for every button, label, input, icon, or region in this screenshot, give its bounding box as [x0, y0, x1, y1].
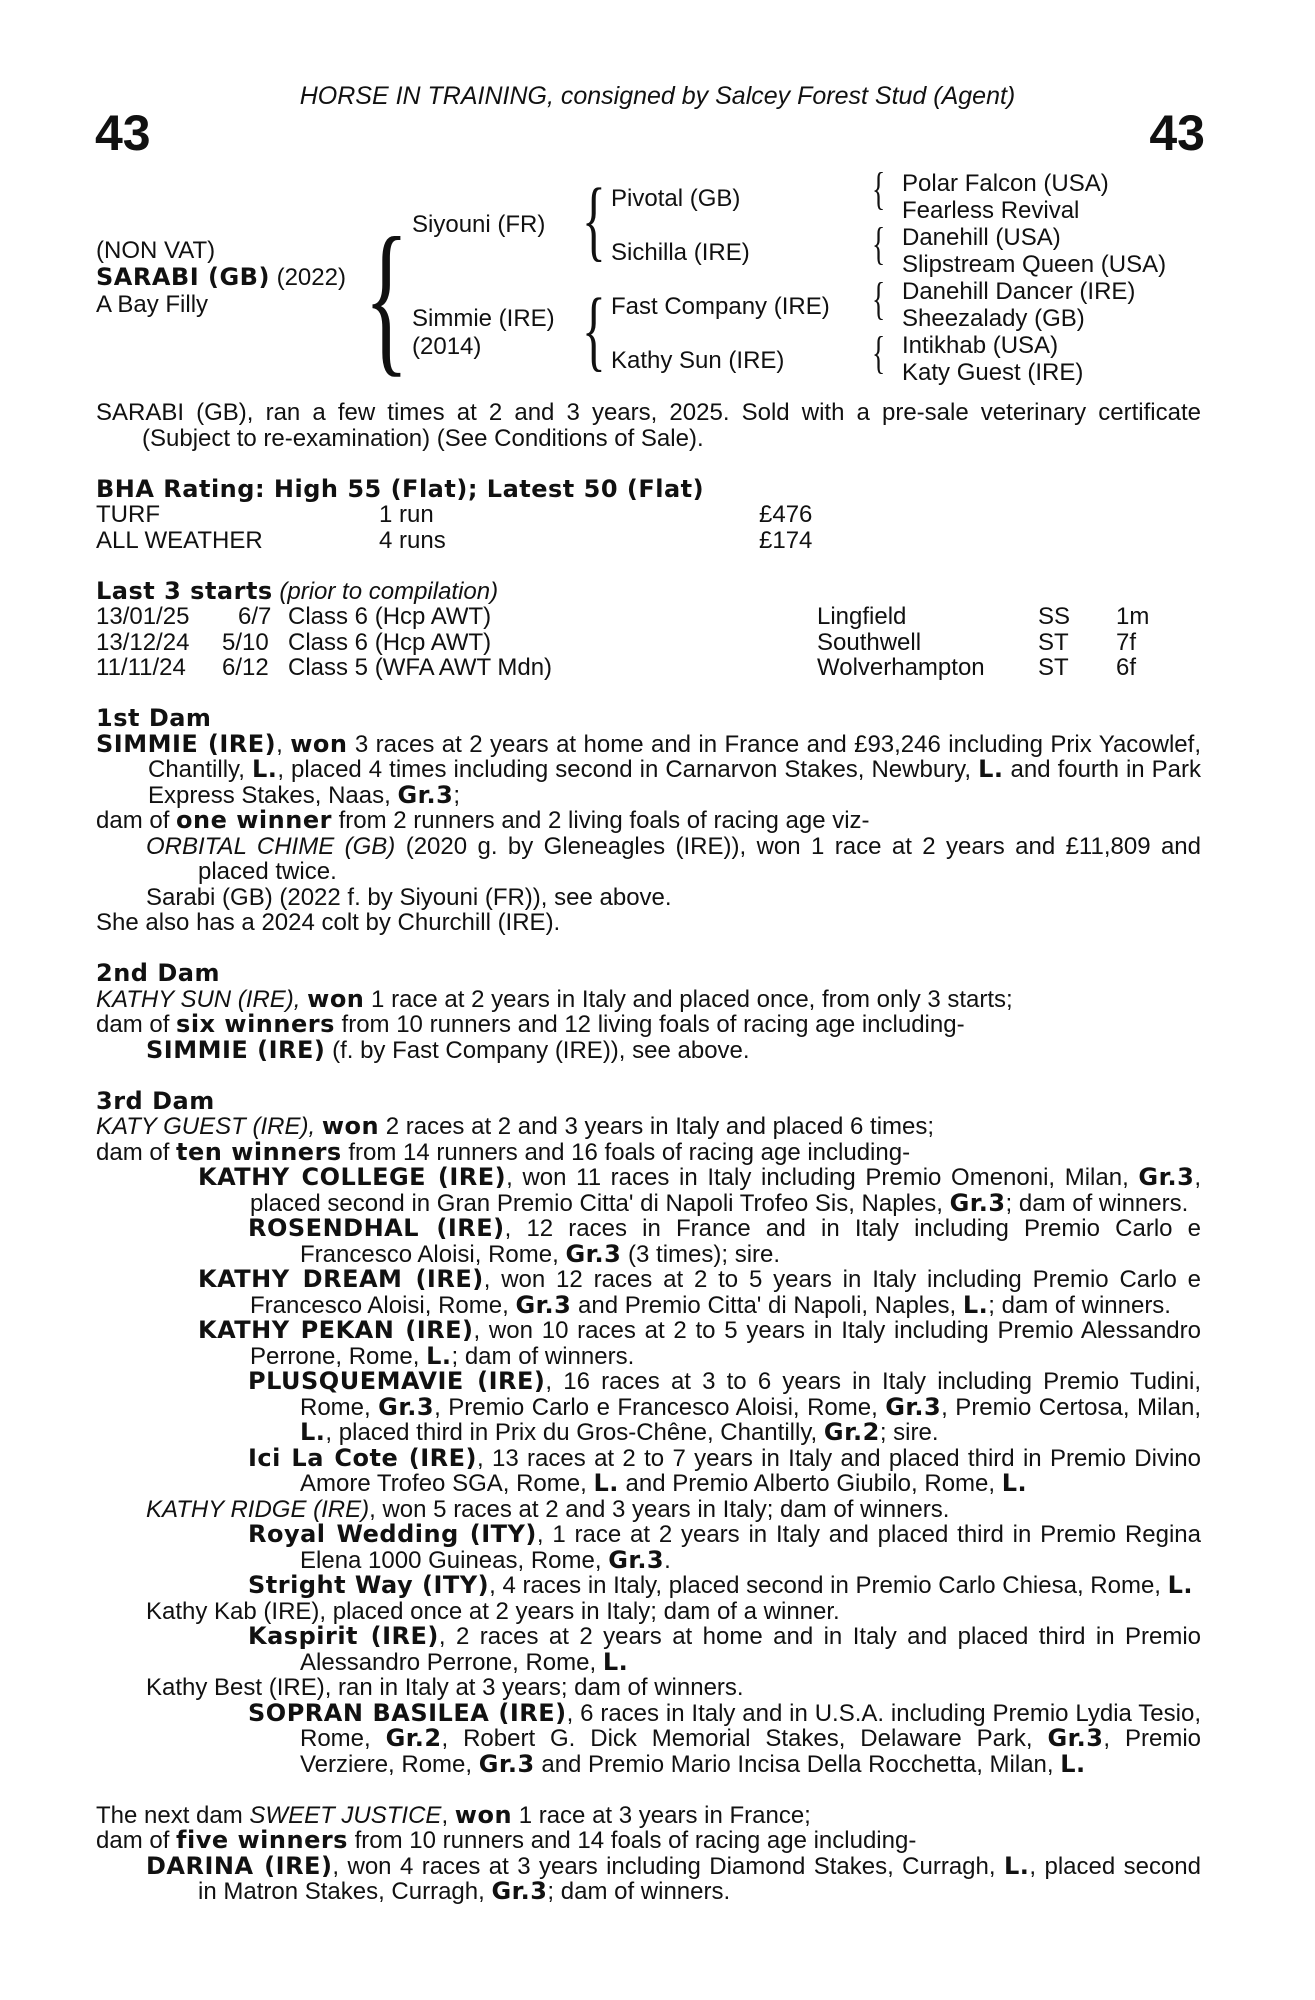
dam1-heading: 1st Dam	[96, 704, 212, 732]
dam1-record: SIMMIE (IRE), won 3 races at 2 years at home and in France and £93,246 including Prix Yacowlef, Chantilly, L., placed 4 times including second in Carnarvon Stakes, Newbury, L. and fourth in Park Express Stakes, Naas, Gr.3;	[96, 729, 1201, 809]
dam1-produce-summary: dam of one winner from 2 runners and 2 living foals of racing age viz-	[96, 806, 870, 834]
dam3-heading: 3rd Dam	[96, 1086, 215, 1115]
dam2-record: KATHY SUN (IRE), won 1 race at 2 years in Italy and placed once, from only 3 starts;	[96, 984, 1013, 1013]
intro-paragraph: SARABI (GB), ran a few times at 2 and 3 years, 2025. Sold with a pre-sale veterinary certificate (Subject to re-examination) (See Conditions of Sale).	[96, 399, 1201, 452]
pedigree-brace-main: {	[364, 203, 409, 391]
nextdam-record: The next dam SWEET JUSTICE, won 1 race at 3 years in France;	[96, 1800, 811, 1829]
pedigree-dam: Simmie (IRE)	[412, 305, 555, 332]
produce-kathy-kab: Kathy Kab (IRE), placed once at 2 years in Italy; dam of a winner.	[146, 1597, 840, 1625]
pedigree-brace-dam: {	[582, 281, 606, 380]
produce-rosendhal: ROSENDHAL (IRE), 12 races in France and in Italy including Premio Carlo e Francesco Aloisi, Rome, Gr.3 (3 times); sire.	[248, 1214, 1202, 1268]
produce-kathy-pekan: KATHY PEKAN (IRE), won 10 races at 2 to 5 years in Italy including Premio Alessandro Perrone, Rome, L.; dam of winners.	[198, 1316, 1201, 1370]
produce-kathy-dream: KATHY DREAM (IRE), won 12 races at 2 to 5 years in Italy including Premio Carlo e Francesco Aloisi, Rome, Gr.3 and Premio Citta' di Napoli, Naples, L.; dam of winners.	[198, 1265, 1201, 1319]
rating-row-turf: TURF 1 run £476	[96, 501, 813, 528]
horse-description: A Bay Filly	[96, 291, 209, 318]
pedigree-brace-g3-3: {	[872, 273, 886, 324]
produce-kathy-college: KATHY COLLEGE (IRE), won 11 races in Italy including Premio Omenoni, Milan, Gr.3, placed second in Gran Premio Citta' di Napoli Trofeo Sis, Naples, Gr.3; dam of winners.	[198, 1163, 1201, 1217]
dam2-produce-simmie: SIMMIE (IRE) (f. by Fast Company (IRE)), see above.	[146, 1035, 750, 1064]
lot-number-right: 43	[1149, 105, 1205, 161]
pedigree-g3-4: Slipstream Queen (USA)	[902, 251, 1167, 278]
catalogue-body	[96, 400, 1201, 1905]
pedigree-dam-sire: Fast Company (IRE)	[611, 293, 830, 320]
pedigree-sire-dam: Sichilla (IRE)	[611, 239, 750, 266]
start-row: 13/01/25 6/7 Class 6 (Hcp AWT) Lingfield SS 1m	[96, 603, 1150, 630]
start-row: 11/11/24 6/12 Class 5 (WFA AWT Mdn) Wolverhampton ST 6f	[96, 654, 1137, 681]
produce-royal-wedding: Royal Wedding (ITY), 1 race at 2 years in Italy and placed third in Premio Regina Elena 1000 Guineas, Rome, Gr.3.	[248, 1520, 1202, 1574]
produce-stright-way: Stright Way (ITY), 4 races in Italy, placed second in Premio Carlo Chiesa, Rome, L.	[248, 1571, 1194, 1599]
nextdam-produce-summary: dam of five winners from 10 runners and 14 foals of racing age including-	[96, 1826, 917, 1854]
pedigree-g3-1: Polar Falcon (USA)	[902, 170, 1109, 197]
produce-plusquemavie: PLUSQUEMAVIE (IRE), 16 races at 3 to 6 years in Italy including Premio Tudini, Rome, Gr.3, Premio Carlo e Francesco Aloisi, Rome, Gr.3, Premio Certosa, Milan, L., placed third in Prix du Gros-Chêne, Chantilly, Gr.2; sire.	[248, 1367, 1201, 1446]
produce-darina: DARINA (IRE), won 4 races at 3 years including Diamond Stakes, Curragh, L., placed second in Matron Stakes, Curragh, Gr.3; dam of winners.	[146, 1851, 1202, 1905]
lot-number-left: 43	[95, 105, 151, 161]
dam2-heading: 2nd Dam	[96, 959, 220, 987]
pedigree-brace-g3-1: {	[872, 163, 886, 214]
pedigree-g3-5: Danehill Dancer (IRE)	[902, 278, 1136, 305]
last-starts-title: Last 3 starts (prior to compilation)	[96, 576, 499, 605]
dam1-produce-sarabi: Sarabi (GB) (2022 f. by Siyouni (FR)), see above.	[146, 883, 672, 911]
pedigree-brace-g3-2: {	[872, 218, 886, 269]
dam2-produce-summary: dam of six winners from 10 runners and 12 living foals of racing age including-	[96, 1010, 965, 1038]
produce-kaspirit: Kaspirit (IRE), 2 races at 2 years at home and in Italy and placed third in Premio Alessandro Perrone, Rome, L.	[248, 1622, 1202, 1676]
pedigree-brace-sire: {	[582, 171, 606, 270]
rating-title: BHA Rating: High 55 (Flat); Latest 50 (Flat)	[96, 474, 705, 503]
produce-kathy-ridge: KATHY RIDGE (IRE), won 5 races at 2 and 3 years in Italy; dam of winners.	[146, 1495, 950, 1523]
dam3-produce-summary: dam of ten winners from 14 runners and 16 foals of racing age including-	[96, 1137, 911, 1166]
horse-year: (2022)	[276, 264, 346, 291]
pedigree-dam-dam: Kathy Sun (IRE)	[611, 347, 785, 374]
pedigree-g3-3: Danehill (USA)	[902, 224, 1061, 251]
pedigree-brace-g3-4: {	[872, 327, 886, 378]
produce-sopran-basilea: SOPRAN BASILEA (IRE), 6 races in Italy and in U.S.A. including Premio Lydia Tesio, Rome, Gr.2, Robert G. Dick Memorial Stakes, Delaware Park, Gr.3, Premio Verziere, Rome, Gr.3 and Premio Mario Incisa Della Rocchetta, Milan, L.	[248, 1698, 1202, 1778]
dam1-produce-orbital: ORBITAL CHIME (GB) (2020 g. by Gleneagles (IRE)), won 1 race at 2 years and £11,809 and placed twice.	[146, 832, 1201, 885]
rating-row-aw: ALL WEATHER 4 runs £174	[96, 526, 813, 554]
pedigree-sire-sire: Pivotal (GB)	[611, 185, 741, 212]
dam1-also: She also has a 2024 colt by Churchill (IRE).	[96, 909, 561, 936]
pedigree-g3-2: Fearless Revival	[902, 197, 1080, 224]
consignor-header: HORSE IN TRAINING, consigned by Salcey Forest Stud (Agent)	[299, 82, 1016, 110]
pedigree-dam-year: (2014)	[412, 333, 482, 360]
vat-status: (NON VAT)	[96, 237, 216, 264]
horse-name: SARABI (GB)	[96, 263, 270, 291]
start-row: 13/12/24 5/10 Class 6 (Hcp AWT) Southwell ST 7f	[96, 628, 1137, 656]
produce-ici-la-cote: Ici La Cote (IRE), 13 races at 2 to 7 years in Italy and placed third in Premio Divino Amore Trofeo SGA, Rome, L. and Premio Alberto Giubilo, Rome, L.	[248, 1443, 1202, 1497]
pedigree-g3-7: Intikhab (USA)	[902, 332, 1059, 359]
pedigree-g3-6: Sheezalady (GB)	[902, 305, 1085, 332]
produce-kathy-best: Kathy Best (IRE), ran in Italy at 3 years; dam of winners.	[146, 1674, 744, 1701]
pedigree-sire: Siyouni (FR)	[412, 211, 546, 238]
horse-title	[96, 264, 346, 291]
pedigree-g3-8: Katy Guest (IRE)	[902, 359, 1084, 386]
dam3-record: KATY GUEST (IRE), won 2 races at 2 and 3 years in Italy and placed 6 times;	[96, 1112, 935, 1140]
